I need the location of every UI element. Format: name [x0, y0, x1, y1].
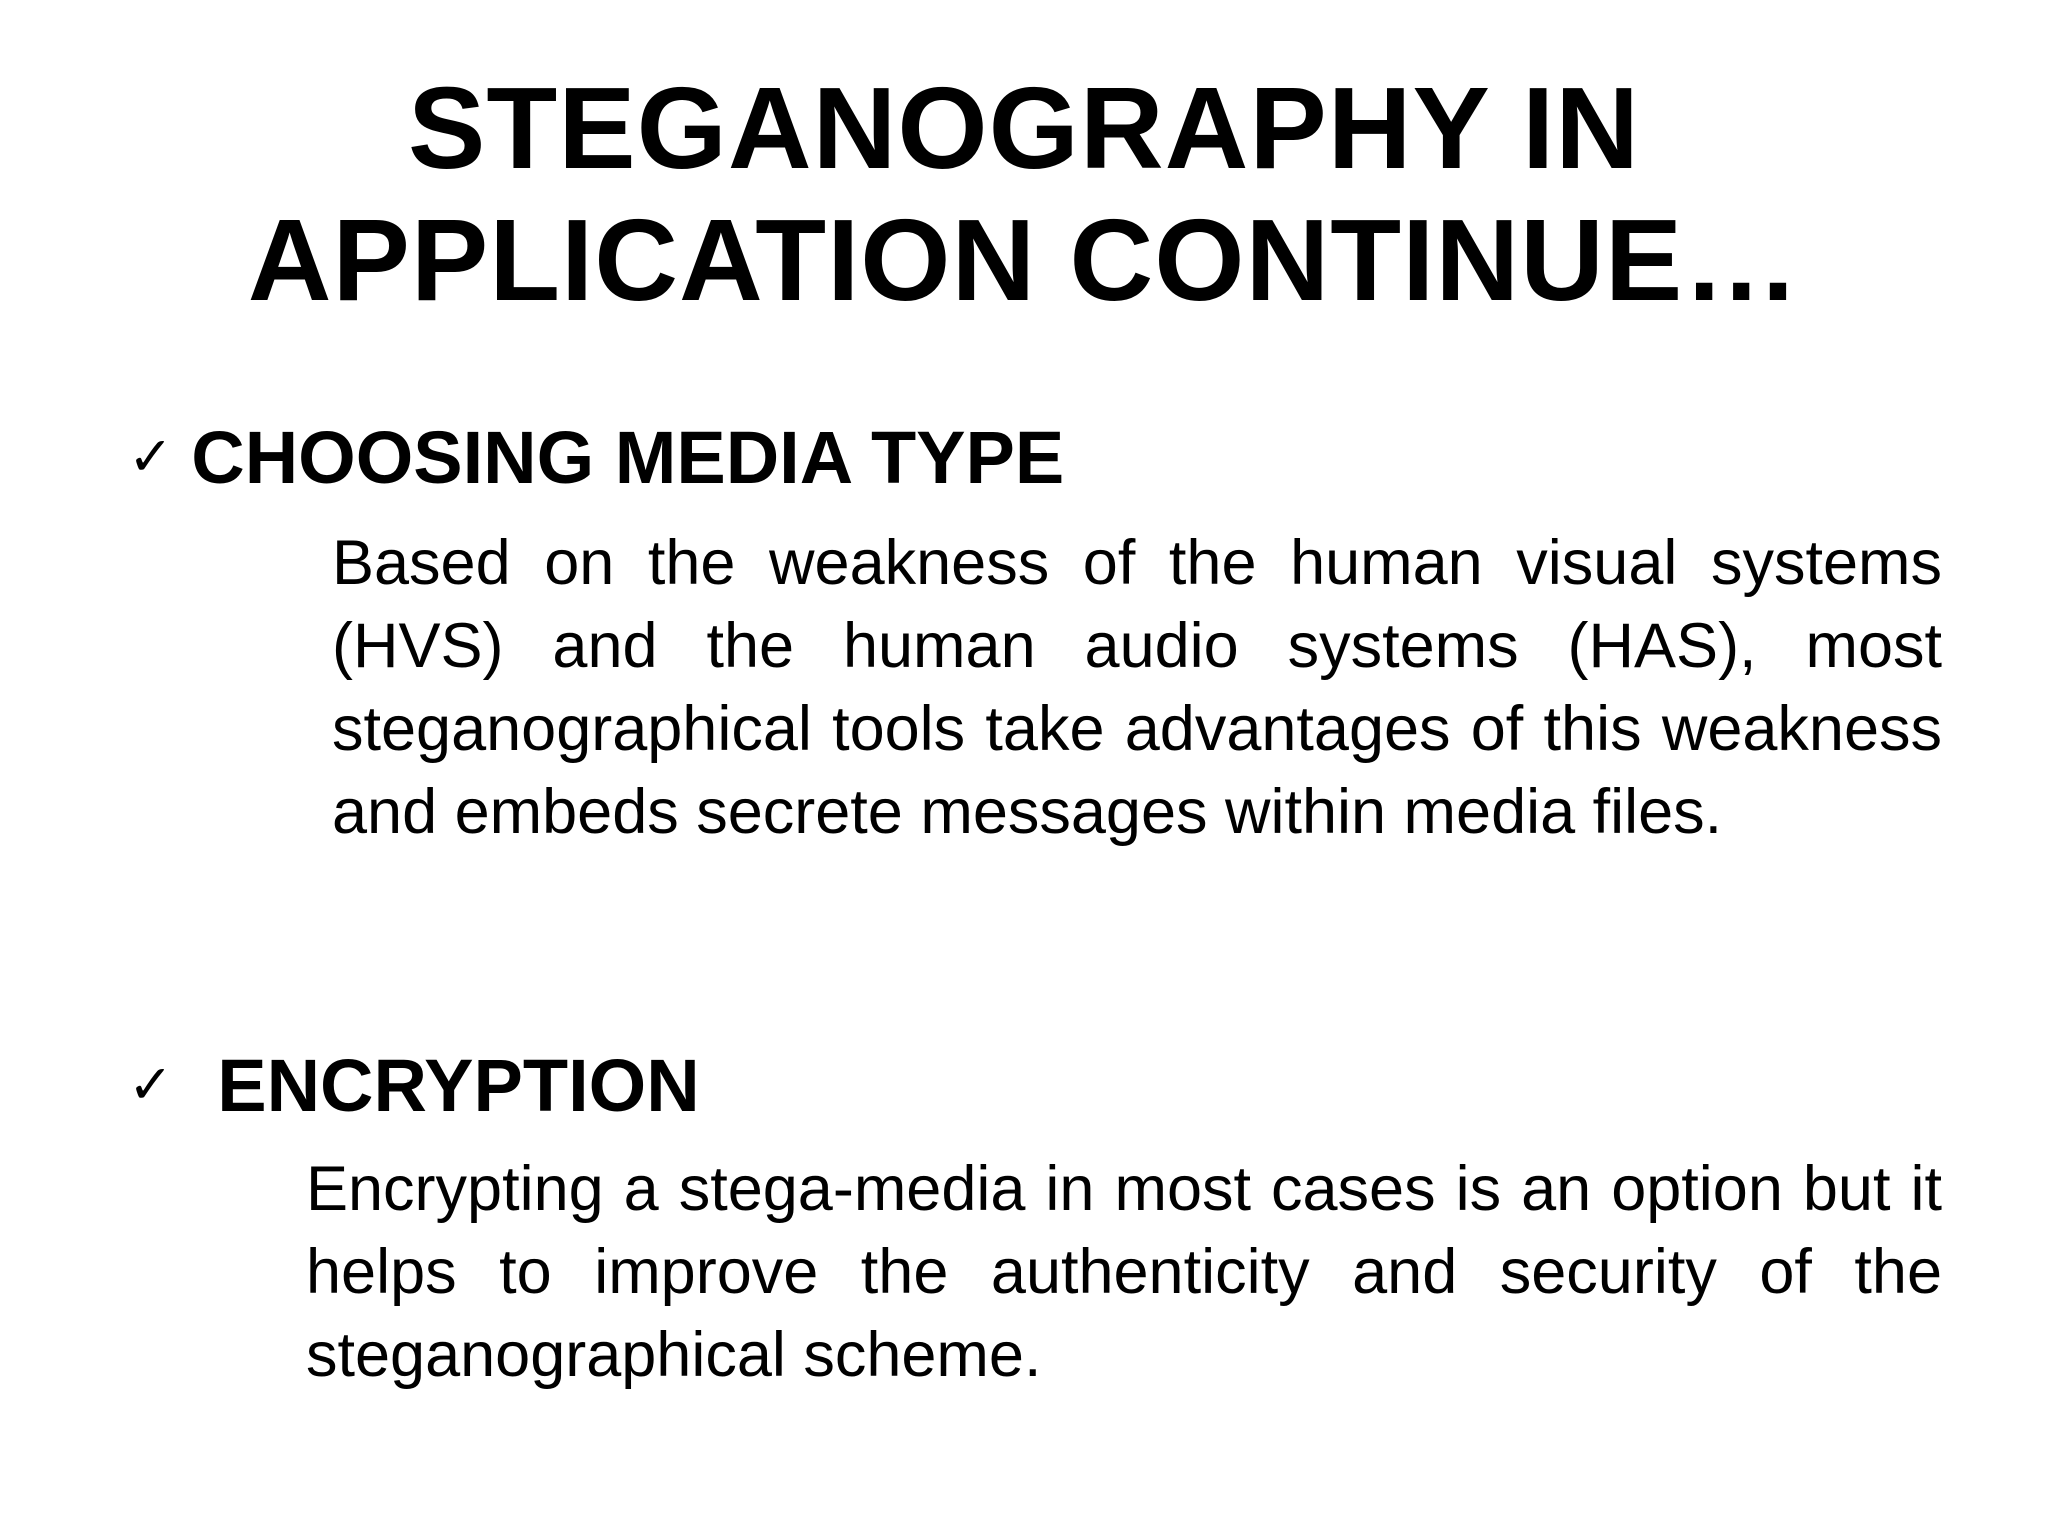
checkmark-icon: ✓: [128, 1053, 174, 1116]
section-heading-label: CHOOSING MEDIA TYPE: [191, 416, 1065, 499]
slide-title-line-2: APPLICATION CONTINUE…: [247, 195, 1801, 325]
section-body-encryption: Encrypting a stega-media in most cases is an option but it helps to improve the authenticity and security of the steganographical scheme.: [306, 1154, 1942, 1390]
slide-title-line-1: STEGANOGRAPHY IN: [407, 63, 1641, 193]
section-heading-encryption: [128, 1042, 700, 1129]
slide-title: [0, 62, 2048, 326]
checkmark-icon: ✓: [128, 425, 174, 488]
section-heading-choosing-media-type: [128, 414, 1064, 501]
section-heading-label: ENCRYPTION: [217, 1044, 700, 1127]
section-body-choosing-media-type: Based on the weakness of the human visual systems (HVS) and the human audio systems (HAS), most steganographical tools take advantages of this weakness and embeds secrete messages within media files.: [332, 528, 1942, 847]
